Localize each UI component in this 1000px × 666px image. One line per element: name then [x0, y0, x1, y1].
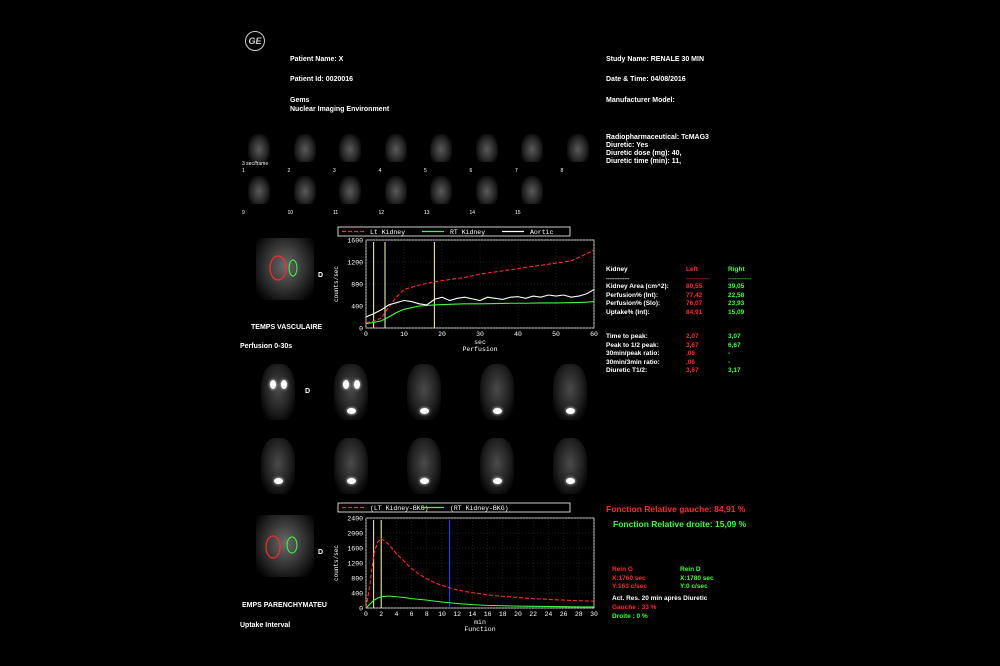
kidney-activity — [343, 380, 349, 389]
frame-thumbnail — [430, 176, 452, 204]
x-tick-label: 8 — [424, 611, 429, 618]
y-tick-label: 800 — [351, 575, 363, 583]
org-subtitle: Nuclear Imaging Environment — [290, 106, 390, 113]
frame-number: 12 — [378, 210, 385, 216]
date-time: Date & Time: 04/08/2016 — [606, 76, 686, 83]
x-axis-sublabel: Perfusion — [462, 346, 498, 353]
x-tick-label: 28 — [574, 611, 583, 618]
rein-g-x: X:1760 sec — [612, 574, 646, 582]
bladder-activity — [347, 408, 356, 414]
cell-right: 15,09 — [728, 308, 745, 316]
diuretic-time-line: Diuretic time (min): 11, — [606, 158, 682, 165]
frame-thumbnail — [294, 176, 316, 204]
cell-label: Time to peak: — [606, 333, 648, 340]
y-tick-label: 400 — [351, 303, 363, 311]
x-axis-label: sec — [474, 339, 486, 346]
frame-number: 2 — [287, 168, 291, 174]
right-header: Right — [728, 266, 745, 273]
cell-label: 30min/peak ratio: — [606, 350, 660, 357]
cell-label: Diuretic T1/2: — [606, 367, 648, 374]
x-tick-label: 0 — [364, 331, 368, 338]
x-tick-label: 2 — [379, 611, 384, 618]
renal-scan-image — [553, 364, 587, 420]
x-tick-label: 4 — [394, 611, 399, 618]
cell-left: 76,07 — [686, 300, 703, 307]
cell-left: 84,91 — [686, 308, 703, 316]
y-axis-label: counts/sec — [333, 265, 340, 303]
bladder-activity — [420, 478, 429, 484]
cell-left: 80,55 — [686, 283, 703, 290]
dynamic-frames-grid — [240, 132, 600, 222]
roi-side-label: D — [318, 272, 324, 279]
frame-thumbnail — [339, 134, 361, 162]
x-tick-label: 22 — [529, 611, 538, 618]
cell-right: - — [728, 350, 731, 357]
frame-thumbnail — [248, 176, 270, 204]
frame-number: 4 — [378, 168, 382, 174]
renal-scan-image — [480, 438, 514, 494]
frame-number: 10 — [287, 210, 294, 216]
cell-label: 30min/3min ratio: — [606, 358, 660, 366]
x-tick-label: 18 — [498, 611, 507, 618]
x-axis-label: min — [474, 619, 486, 626]
divider-left: -------------- — [686, 276, 710, 282]
frame-thumbnail — [430, 134, 452, 162]
x-axis-sublabel: Function — [464, 626, 496, 633]
patient-name: Patient Name: X — [290, 56, 344, 63]
x-tick-label: 0 — [364, 611, 368, 618]
roi-side-label: D — [318, 549, 324, 556]
cell-right: 39,05 — [728, 283, 745, 290]
act-res-label: Act. Res. 20 min après Diuretic — [612, 595, 708, 602]
x-tick-label: 20 — [438, 331, 446, 338]
kidney-header-label: Kidney — [606, 266, 628, 273]
bladder-activity — [566, 478, 575, 484]
cell-label: Kidney Area (cm^2): — [606, 283, 669, 290]
act-res-gauche: Gauche : 33 % — [612, 604, 657, 611]
frame-thumbnail — [294, 134, 316, 162]
radiopharm-line: Radiopharmaceutical: TcMAG3 — [606, 134, 709, 141]
x-tick-label: 30 — [590, 611, 598, 618]
org-name: Gems — [290, 97, 310, 104]
roi-caption-vascular: TEMPS VASCULAIRE — [251, 324, 323, 331]
patient-id: Patient Id: 0020016 — [290, 76, 354, 83]
frame-number: 8 — [560, 168, 564, 174]
manufacturer-model: Manufacturer Model: — [606, 97, 675, 104]
frame-thumbnail — [567, 134, 589, 162]
x-tick-label: 30 — [476, 331, 484, 338]
frame-number: 11 — [333, 210, 339, 216]
x-tick-label: 40 — [514, 331, 522, 338]
radiopharm-info — [606, 134, 709, 166]
bladder-activity — [493, 408, 502, 414]
cell-right: 3,07 — [728, 333, 741, 340]
x-tick-label: 60 — [590, 331, 598, 338]
y-tick-label: 2400 — [347, 515, 363, 523]
bladder-activity — [493, 478, 502, 484]
renal-scan-image — [480, 364, 514, 420]
cell-left: ,06 — [686, 358, 696, 366]
frame-number: 13 — [424, 210, 430, 216]
frame-number: 7 — [515, 168, 518, 174]
legend-label: (LT Kidney-BKG) — [370, 505, 429, 512]
frame-number: 14 — [469, 210, 476, 216]
x-tick-label: 14 — [468, 611, 477, 618]
x-tick-label: 10 — [400, 331, 408, 338]
frame-number: 1 — [242, 168, 245, 174]
x-tick-label: 24 — [544, 611, 553, 618]
y-tick-label: 1200 — [347, 259, 363, 267]
diuretic-line: Diuretic: Yes — [606, 142, 649, 149]
roi-image-parenchymal — [256, 515, 314, 577]
left-roi — [270, 256, 286, 280]
rein-g — [612, 566, 647, 592]
frame-thumbnail — [248, 134, 270, 162]
frame-number: 6 — [469, 168, 473, 174]
frame-thumbnail — [339, 176, 361, 204]
frame-thumbnail — [385, 176, 407, 204]
y-tick-label: 400 — [351, 590, 363, 598]
renal-scan-image — [334, 364, 368, 420]
bladder-activity — [420, 408, 429, 414]
uptake-interval-label: Uptake Interval — [240, 622, 291, 629]
cell-left: 3,67 — [686, 367, 699, 374]
x-tick-label: 20 — [514, 611, 522, 618]
x-tick-label: 50 — [552, 331, 560, 338]
act-res-droite: Droite : 0 % — [612, 613, 648, 620]
legend-label: (RT Kidney-BKG) — [450, 505, 509, 512]
renal-scan-image — [553, 438, 587, 494]
relative-function-left: Fonction Relative gauche: 84,91 % — [606, 504, 746, 514]
rein-d — [680, 566, 714, 592]
perfusion-chart — [330, 226, 606, 356]
cell-label: Peak to 1/2 peak: — [606, 341, 659, 349]
cell-right: 6,67 — [728, 341, 741, 349]
bladder-activity — [566, 408, 575, 414]
frame-number: 3 — [333, 168, 336, 174]
series-line-1 — [366, 596, 594, 608]
rein-d-y: Y:0 c/sec — [680, 583, 708, 590]
bladder-activity — [274, 478, 283, 484]
renogram-chart — [330, 502, 606, 636]
x-tick-label: 16 — [483, 611, 492, 618]
renal-scan-image — [334, 438, 368, 494]
roi-caption-parenchymal: EMPS PARENCHYMATEU — [242, 602, 327, 609]
rein-d-title: Rein D — [680, 566, 701, 573]
series-line-0 — [366, 250, 594, 323]
frame-number: 15 — [515, 210, 521, 216]
divider-right: -------------- — [728, 276, 752, 282]
rein-g-y: Y:163 c/sec — [612, 583, 647, 590]
kidney-activity — [270, 380, 276, 389]
frame-thumbnail — [521, 134, 543, 162]
diuretic-dose-line: Diuretic dose (mg): 40, — [606, 150, 682, 157]
cell-right: - — [728, 358, 731, 366]
perfusion-interval-label: Perfusion 0-30s — [240, 343, 293, 350]
kidney-activity — [281, 380, 287, 389]
y-tick-label: 0 — [359, 605, 363, 613]
rein-d-x: X:1780 sec — [680, 574, 714, 582]
y-tick-label: 0 — [359, 325, 363, 333]
cell-right: 22,58 — [728, 291, 745, 299]
roi-outline — [256, 515, 314, 577]
kidney-activity — [354, 380, 360, 389]
cell-left: 77,42 — [686, 291, 703, 299]
ge-logo: GE — [245, 31, 265, 51]
cell-label: Perfusion% (Slo): — [606, 300, 661, 307]
relative-function-right: Fonction Relative droite: 15,09 % — [613, 519, 747, 529]
left-roi — [266, 536, 280, 558]
cell-label: Perfusion% (Int): — [606, 291, 658, 299]
rein-g-title: Rein G — [612, 566, 633, 573]
renal-scan-image — [261, 438, 295, 494]
y-axis-label: counts/sec — [333, 544, 340, 582]
frame-thumbnail — [476, 134, 498, 162]
legend-label: RT Kidney — [450, 229, 486, 236]
roi-outline — [256, 238, 314, 300]
roi-image-vascular — [256, 238, 314, 300]
summary-scans-grid — [255, 362, 595, 496]
study-name: Study Name: RENALE 30 MIN — [606, 56, 705, 63]
scan-side-label: D — [305, 388, 311, 395]
bladder-activity — [347, 478, 356, 484]
y-tick-label: 800 — [351, 281, 363, 289]
x-tick-label: 26 — [559, 611, 568, 618]
frame-thumbnail — [385, 134, 407, 162]
x-tick-label: 12 — [453, 611, 462, 618]
renal-scan-image — [407, 364, 441, 420]
frame-thumbnail — [476, 176, 498, 204]
frame-number: 9 — [242, 210, 245, 216]
cell-left: 3,67 — [686, 341, 699, 349]
frame-number: 5 — [424, 168, 427, 174]
cell-right: 3,17 — [728, 367, 741, 374]
renal-scan-image — [407, 438, 441, 494]
x-tick-label: 6 — [409, 611, 414, 618]
divider-label: -------------- — [606, 276, 630, 282]
y-tick-label: 2000 — [347, 530, 363, 538]
y-tick-label: 1200 — [347, 560, 363, 568]
y-tick-label: 1600 — [347, 545, 363, 553]
frame-rate-label: 3 sec/frame — [242, 161, 269, 167]
legend-label: Aortic — [530, 229, 554, 236]
cell-label: Uptake% (Int): — [606, 308, 650, 316]
left-header: Left — [686, 266, 698, 273]
right-roi — [287, 537, 297, 553]
cell-left: ,06 — [686, 350, 696, 357]
y-tick-label: 1600 — [347, 237, 363, 245]
legend-label: Lt Kidney — [370, 229, 406, 236]
renal-scan-image — [261, 364, 295, 420]
cell-right: 23,93 — [728, 300, 745, 307]
right-roi — [289, 260, 297, 276]
x-tick-label: 10 — [438, 611, 446, 618]
frame-thumbnail — [521, 176, 543, 204]
cell-left: 2,07 — [686, 333, 699, 340]
